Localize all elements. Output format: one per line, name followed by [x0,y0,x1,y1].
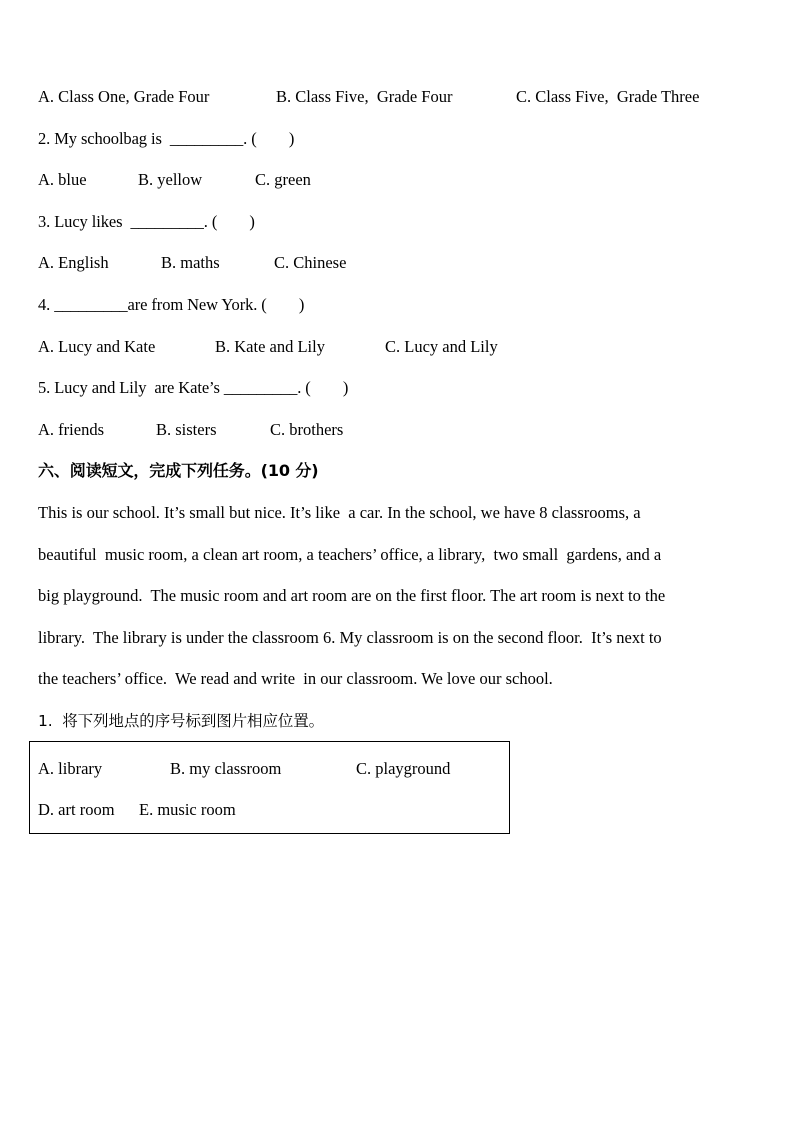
q2-option-b: B. yellow [138,170,203,189]
q5-option-a: A. friends [38,420,104,439]
box-option-e: E. music room [139,800,236,819]
q1-option-a: A. Class One, Grade Four [38,87,210,106]
box-option-b: B. my classroom [170,759,282,778]
box-option-d: D. art room [38,800,115,819]
q4-stem: 4. _________are from New York. ( ) [38,295,305,314]
passage-line-1: This is our school. It’s small but nice. It’s like a car. In the school, we have 8 classrooms, a [38,503,641,522]
box-option-a: A. library [38,759,103,778]
passage-line-5: the teachers’ office. We read and write in our classroom. We love our school. [38,669,553,688]
passage-line-3: big playground. The music room and art room are on the first floor. The art room is next to the [38,586,666,605]
q4-option-a: A. Lucy and Kate [38,337,156,356]
q3-option-a: A. English [38,253,109,272]
q3-option-b: B. maths [161,253,220,272]
q1-option-c: C. Class Five, Grade Three [516,87,700,106]
box-option-c: C. playground [356,759,451,778]
q5-option-c: C. brothers [270,420,344,439]
q5-option-b: B. sisters [156,420,217,439]
q2-stem: 2. My schoolbag is _________. ( ) [38,129,295,148]
passage-line-4: library. The library is under the classroom 6. My classroom is on the second floor. It’s next to [38,628,662,647]
task-1-instruction: 1. 将下列地点的序号标到图片相应位置。 [38,712,325,730]
q4-option-c: C. Lucy and Lily [385,337,498,356]
section-6-heading: 六、阅读短文，完成下列任务。(10 分) [38,461,319,480]
q4-option-b: B. Kate and Lily [215,337,325,356]
passage-line-2: beautiful music room, a clean art room, a teachers’ office, a library, two small gardens, and a [38,545,662,564]
q2-option-a: A. blue [38,170,87,189]
q3-option-c: C. Chinese [274,253,347,272]
q2-option-c: C. green [255,170,311,189]
q1-option-b: B. Class Five, Grade Four [276,87,453,106]
q5-stem: 5. Lucy and Lily are Kate’s _________. ( ) [38,378,349,397]
q3-stem: 3. Lucy likes _________. ( ) [38,212,255,231]
